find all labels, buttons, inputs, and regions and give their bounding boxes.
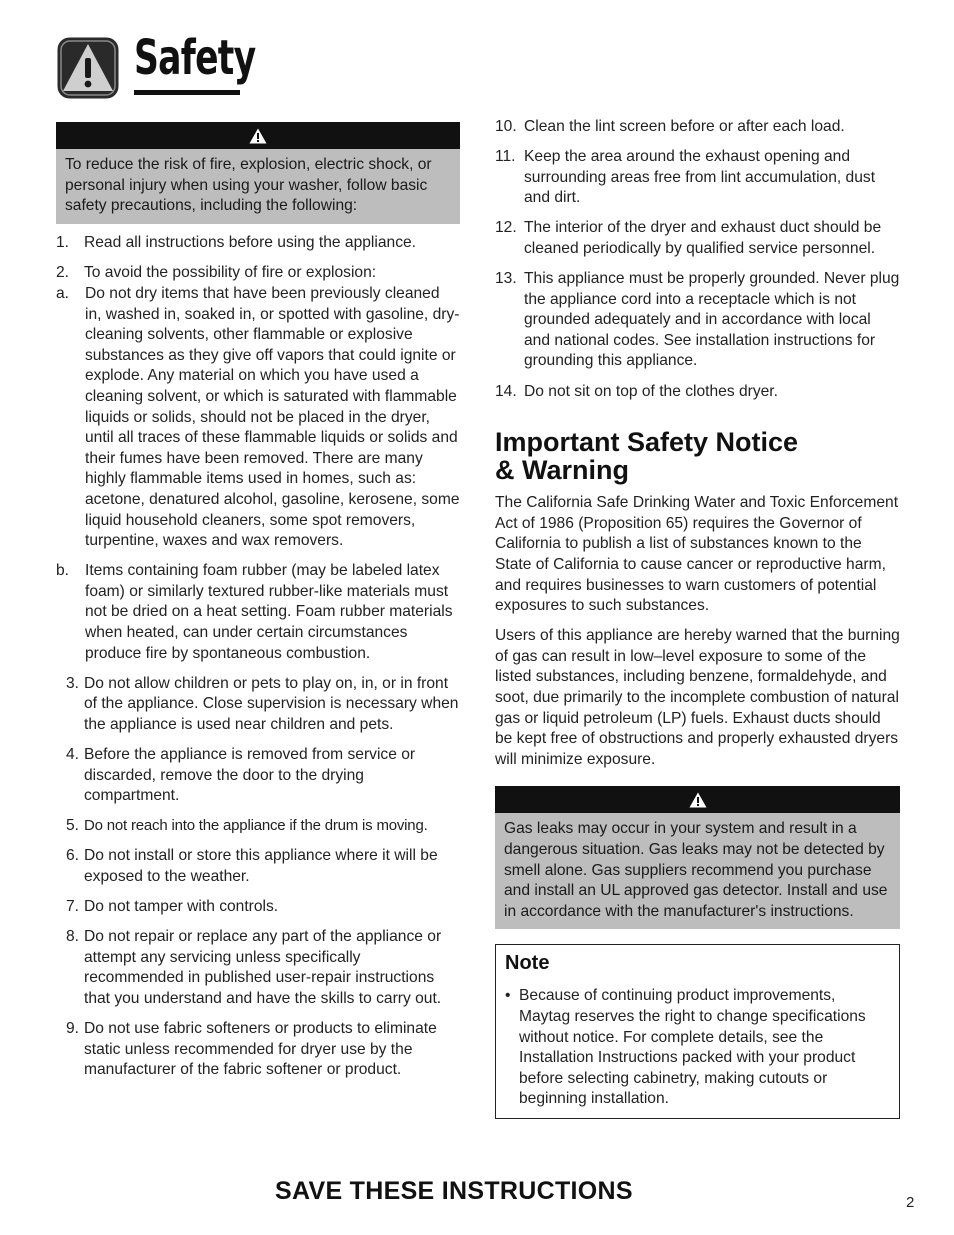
- list-number: 8.: [66, 928, 80, 946]
- list-item: [56, 816, 460, 837]
- list-item: [495, 382, 900, 403]
- list-item: [56, 897, 460, 918]
- note-item: [505, 986, 889, 1110]
- warning-header-bar: [56, 122, 460, 149]
- list-text: To avoid the possibility of fire or explosion:: [84, 264, 377, 282]
- list-text: Do not allow children or pets to play on, in, or in front of the appliance. Close supervision is necessary when the appliance is used near children and pets.: [84, 674, 459, 733]
- gas-warning-box: [495, 786, 900, 929]
- list-item: [56, 1019, 460, 1081]
- list-number: a.: [56, 284, 70, 302]
- page-number: 2: [906, 1194, 915, 1211]
- list-text: This appliance must be properly grounded. Never plug the appliance cord into a receptacle which is not grounded adequately and in accordance with local and national codes. See installation instructions for grounding this appliance.: [524, 270, 900, 370]
- list-text: Do not tamper with controls.: [84, 898, 279, 915]
- list-number: 2.: [56, 264, 70, 282]
- list-number: 3.: [66, 674, 80, 692]
- list-text: The interior of the dryer and exhaust duct should be cleaned periodically by qualified service personnel.: [524, 219, 882, 257]
- note-text: Because of continuing product improvements, Maytag reserves the right to change specifications without notice. For complete details, see the Installation Instructions packed with your product before selecting cabinetry, making cutouts or beginning installation.: [519, 987, 866, 1108]
- list-item: [56, 561, 460, 664]
- list-number: 14.: [495, 382, 517, 400]
- list-text: Do not use fabric softeners or products to eliminate static unless recommended for dryer use by the manufacturer of the fabric softener or product.: [84, 1019, 437, 1079]
- page-title: Safety: [134, 30, 256, 86]
- list-number: b.: [56, 562, 70, 580]
- list-item: [56, 927, 460, 1009]
- list-text: Read all instructions before using the appliance.: [84, 234, 417, 252]
- list-number: 12.: [495, 219, 517, 237]
- list-item: [56, 846, 460, 887]
- note-box: [495, 944, 900, 1119]
- section-heading-line2: & Warning: [495, 455, 629, 486]
- list-item: [56, 674, 460, 736]
- list-text: Do not reach into the appliance if the drum is moving.: [84, 817, 428, 835]
- safety-list: [56, 233, 460, 284]
- list-item: [56, 263, 460, 284]
- warning-triangle-icon: [689, 792, 707, 808]
- bullet: •: [505, 987, 511, 1005]
- warning-text: To reduce the risk of fire, explosion, electric shock, or personal injury when using your washer, follow basic safety precautions, including the following:: [56, 149, 460, 224]
- list-number: 6.: [66, 847, 80, 865]
- sub-list: [56, 284, 460, 664]
- left-column: [56, 122, 460, 1081]
- right-column: [495, 117, 900, 1119]
- warning-text: Gas leaks may occur in your system and result in a dangerous situation. Gas leaks may not be detected by smell alone. Gas suppliers recommend you purchase and install an UL approved gas detector. Install and use in accordance with the manufacturer's instructions.: [495, 813, 900, 929]
- list-item: [495, 218, 900, 259]
- title-underline: [134, 90, 240, 95]
- list-number: 9.: [66, 1019, 80, 1037]
- list-text: Do not repair or replace any part of the appliance or attempt any servicing unless specifically recommended in published user-repair instructions that you understand and have the skills to carry out.: [84, 928, 442, 1007]
- list-text: Before the appliance is removed from service or discarded, remove the door to the drying compartment.: [84, 745, 416, 805]
- list-item: [56, 233, 460, 254]
- notice-paragraph: The California Safe Drinking Water and Toxic Enforcement Act of 1986 (Proposition 65) requires the Governor of California to publish a list of substances known to the State of California to cause cancer or reproductive harm, and requires businesses to warn customers of potential exposures to such substances.: [495, 494, 899, 615]
- list-item: [495, 117, 900, 138]
- list-text: Clean the lint screen before or after each load.: [524, 118, 845, 135]
- list-number: 11.: [495, 148, 516, 166]
- warning-header-bar: [495, 786, 900, 813]
- list-text: Items containing foam rubber (may be labeled latex foam) or similarly textured rubber-like materials must not be dried on a heat setting. Foam rubber materials when heated, can under certain circumstances produce fire by spontaneous combustion.: [85, 562, 453, 662]
- list-number: 13.: [495, 270, 517, 288]
- note-title: Note: [505, 952, 550, 975]
- list-item: [495, 147, 900, 209]
- warning-triangle-icon: [249, 128, 267, 144]
- list-text: Keep the area around the exhaust opening and surrounding areas free from lint accumulation, dust and dirt.: [524, 148, 876, 207]
- list-text: Do not install or store this appliance where it will be exposed to the weather.: [84, 847, 438, 885]
- list-text: Do not sit on top of the clothes dryer.: [524, 382, 778, 400]
- list-item: [495, 269, 900, 372]
- list-number: 5.: [66, 817, 80, 835]
- safety-warning-icon: [56, 36, 120, 100]
- list-text: Do not dry items that have been previously cleaned in, washed in, soaked in, or spotted with gasoline, dry-cleaning solvents, other flammable or explosive substances as they give off vapors that could ignite or explode. Any material on which you have used a cleaning solvent, or which is saturated with flammable liquids or solids, should not be placed in the dryer, until all traces of these flammable liquids or solids and their fumes have been removed. There are many highly flammable items used in homes, such as: acetone, denatured alcohol, gasoline, kerosene, some liquid household cleaners, some spot removers, turpentine, waxes and wax removers.: [85, 284, 460, 550]
- section-heading-line1: Important Safety Notice: [495, 427, 799, 458]
- save-instructions-banner: SAVE THESE INSTRUCTIONS: [275, 1177, 633, 1205]
- list-item: [56, 284, 460, 552]
- safety-list-continued: [56, 674, 460, 1081]
- list-number: 10.: [495, 118, 517, 135]
- warning-box: [56, 122, 460, 224]
- notice-paragraph: Users of this appliance are hereby warned that the burning of gas can result in low–level exposure to some of the listed substances, including benzene, formaldehyde, and soot, due primarily to the incomplete combustion of natural gas or liquid petroleum (LP) fuels. Exhaust ducts should be kept free of obstructions and properly exhausted dryers will minimize exposure.: [495, 627, 900, 768]
- list-number: 4.: [66, 745, 80, 763]
- list-number: 7.: [66, 898, 80, 915]
- list-item: [56, 745, 460, 807]
- safety-list-right: [495, 117, 900, 402]
- list-number: 1.: [56, 234, 70, 252]
- section-heading: [495, 428, 900, 484]
